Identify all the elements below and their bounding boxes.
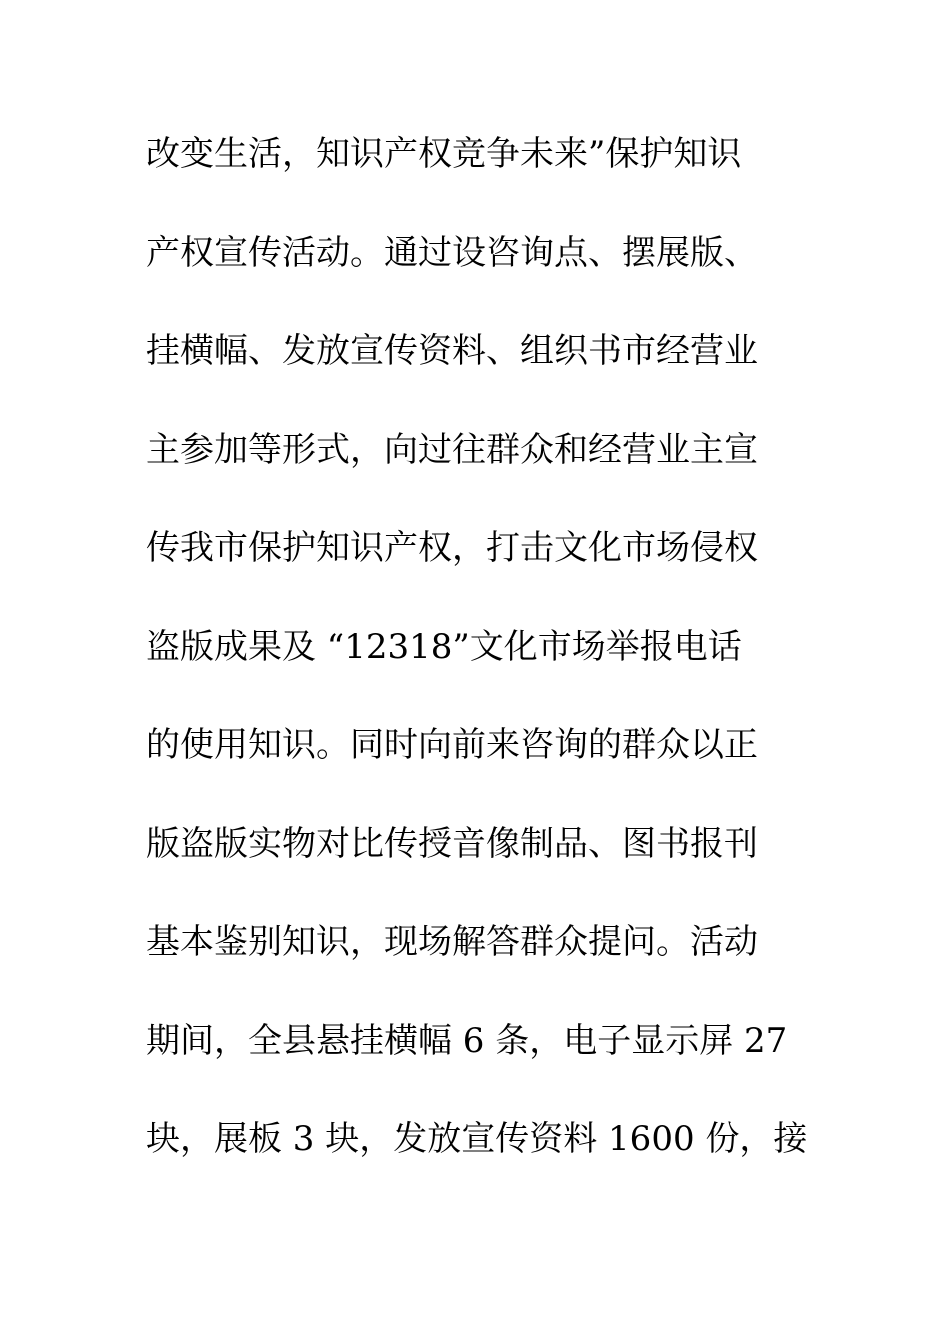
- text-line-5: 传我市保护知识产权，打击文化市场侵权: [146, 528, 758, 568]
- text-line-10: 期间，全县悬挂横幅 6 条，电子显示屏 27: [146, 1020, 788, 1061]
- text-line-2: 产权宣传活动。通过设咨询点、摆展版、: [146, 232, 758, 273]
- text-line-8: 版盗版实物对比传授音像制品、图书报刊: [146, 823, 758, 864]
- body-text: [146, 124, 808, 1208]
- text-line-1: 改变生活，知识产权竞争未来”保护知识: [146, 134, 742, 174]
- text-line-3: 挂横幅、发放宣传资料、组织书市经营业: [146, 331, 758, 371]
- text-line-9: 基本鉴别知识，现场解答群众提问。活动: [146, 922, 758, 962]
- text-line-7: 的使用知识。同时向前来咨询的群众以正: [146, 725, 758, 765]
- text-line-11: 块，展板 3 块，发放宣传资料 1600 份，接: [146, 1119, 808, 1159]
- text-line-4: 主参加等形式，向过往群众和经营业主宣: [146, 429, 758, 470]
- text-line-6: 盗版成果及 “12318”文化市场举报电话: [146, 626, 742, 667]
